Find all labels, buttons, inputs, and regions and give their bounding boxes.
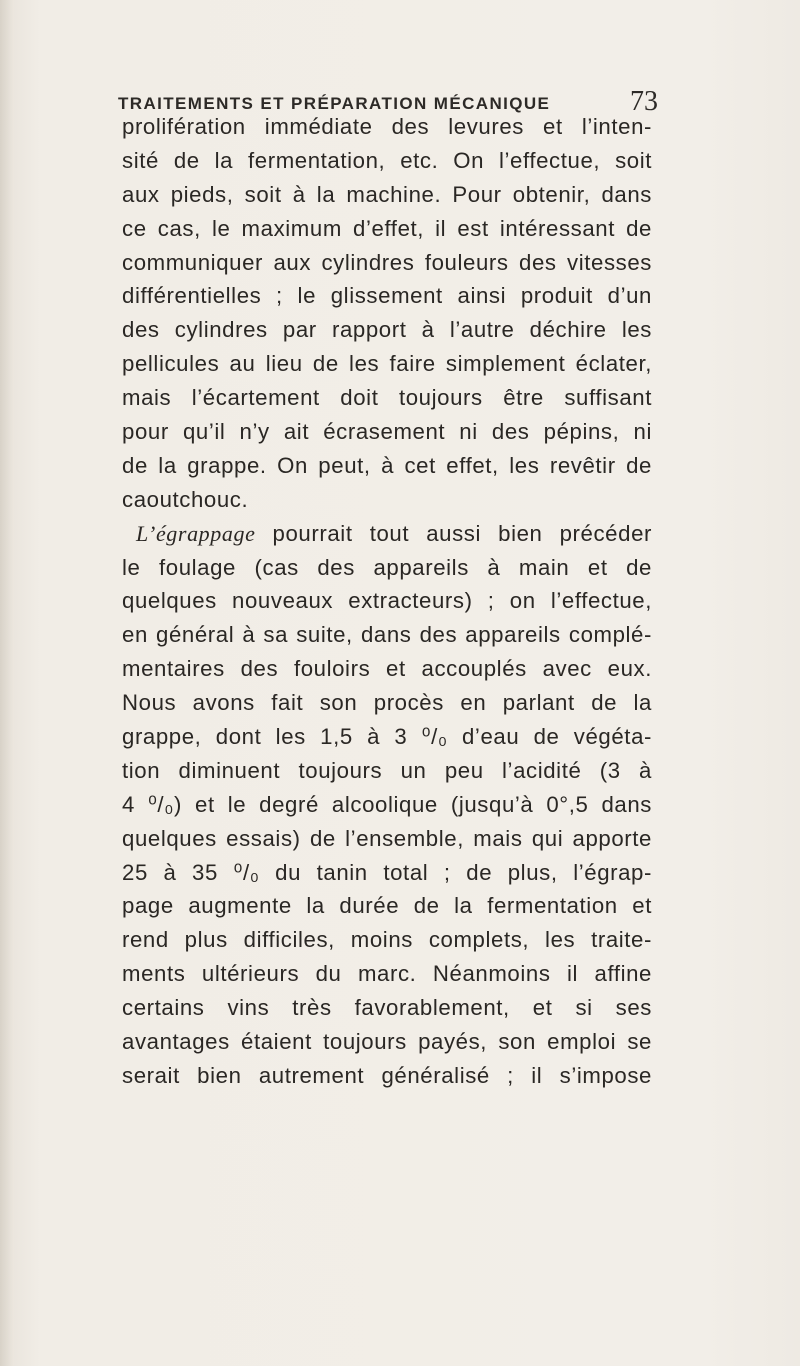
text-line: ments ultérieurs du marc. Néanmoins il affine: [122, 961, 652, 987]
text-line: tion diminuent toujours un peu l’acidité (3 à: [122, 757, 652, 783]
text-line: en général à sa suite, dans des appareils complé-: [122, 622, 652, 648]
text-fragment: pourrait tout aussi bien précéder: [255, 520, 652, 546]
text-line: grappe, dont les 1,5 à 3 ⁰/₀ d’eau de végéta-: [122, 724, 652, 750]
text-line: quelques nouveaux extracteurs) ; on l’effectue,: [122, 588, 652, 614]
text-line: rend plus difficiles, moins complets, les traite-: [122, 927, 652, 953]
page-number: 73: [630, 86, 658, 117]
text-line: des cylindres par rapport à l’autre déchire les: [122, 317, 652, 343]
text-line: serait bien autrement généralisé ; il s’impose: [122, 1062, 652, 1088]
text-line: Nous avons fait son procès en parlant de la: [122, 690, 652, 716]
text-line: mentaires des fouloirs et accouplés avec eux.: [122, 656, 652, 682]
text-line: 25 à 35 ⁰/₀ du tanin total ; de plus, l’égrap-: [122, 859, 652, 885]
text-line: avantages étaient toujours payés, son emploi se: [122, 1029, 652, 1055]
text-line: 4 ⁰/₀) et le degré alcoolique (jusqu’à 0°,5 dans: [122, 791, 652, 817]
header-title: TRAITEMENTS ET PRÉPARATION MÉCANIQUE: [118, 94, 551, 113]
text-line: quelques essais) de l’ensemble, mais qui apporte: [122, 825, 652, 851]
text-line: sité de la fermentation, etc. On l’effectue, soit: [122, 147, 652, 173]
text-line: communiquer aux cylindres fouleurs des vitesses: [122, 249, 652, 275]
text-line: page augmente la durée de la fermentation et: [122, 893, 652, 919]
text-line: mais l’écartement doit toujours être suffisant: [122, 385, 652, 411]
body-text: [122, 110, 652, 1093]
page-binding-shadow: [0, 0, 14, 1366]
text-line: pellicules au lieu de les faire simplement éclater,: [122, 351, 652, 377]
text-line: aux pieds, soit à la machine. Pour obtenir, dans: [122, 181, 652, 207]
text-line: de la grappe. On peut, à cet effet, les revêtir de: [122, 452, 652, 478]
text-line: ce cas, le maximum d’effet, il est intéressant de: [122, 215, 652, 241]
text-line: pour qu’il n’y ait écrasement ni des pépins, ni: [122, 419, 652, 445]
italic-term: L’égrappage: [136, 520, 256, 546]
text-line: certains vins très favorablement, et si ses: [122, 995, 652, 1021]
text-line: différentielles ; le glissement ainsi produit d’un: [122, 283, 652, 309]
text-line: prolifération immédiate des levures et l’inten-: [122, 114, 652, 139]
text-line: le foulage (cas des appareils à main et de: [122, 554, 652, 580]
text-line: caoutchouc.: [122, 486, 249, 512]
paragraph-start-line: [122, 517, 652, 551]
